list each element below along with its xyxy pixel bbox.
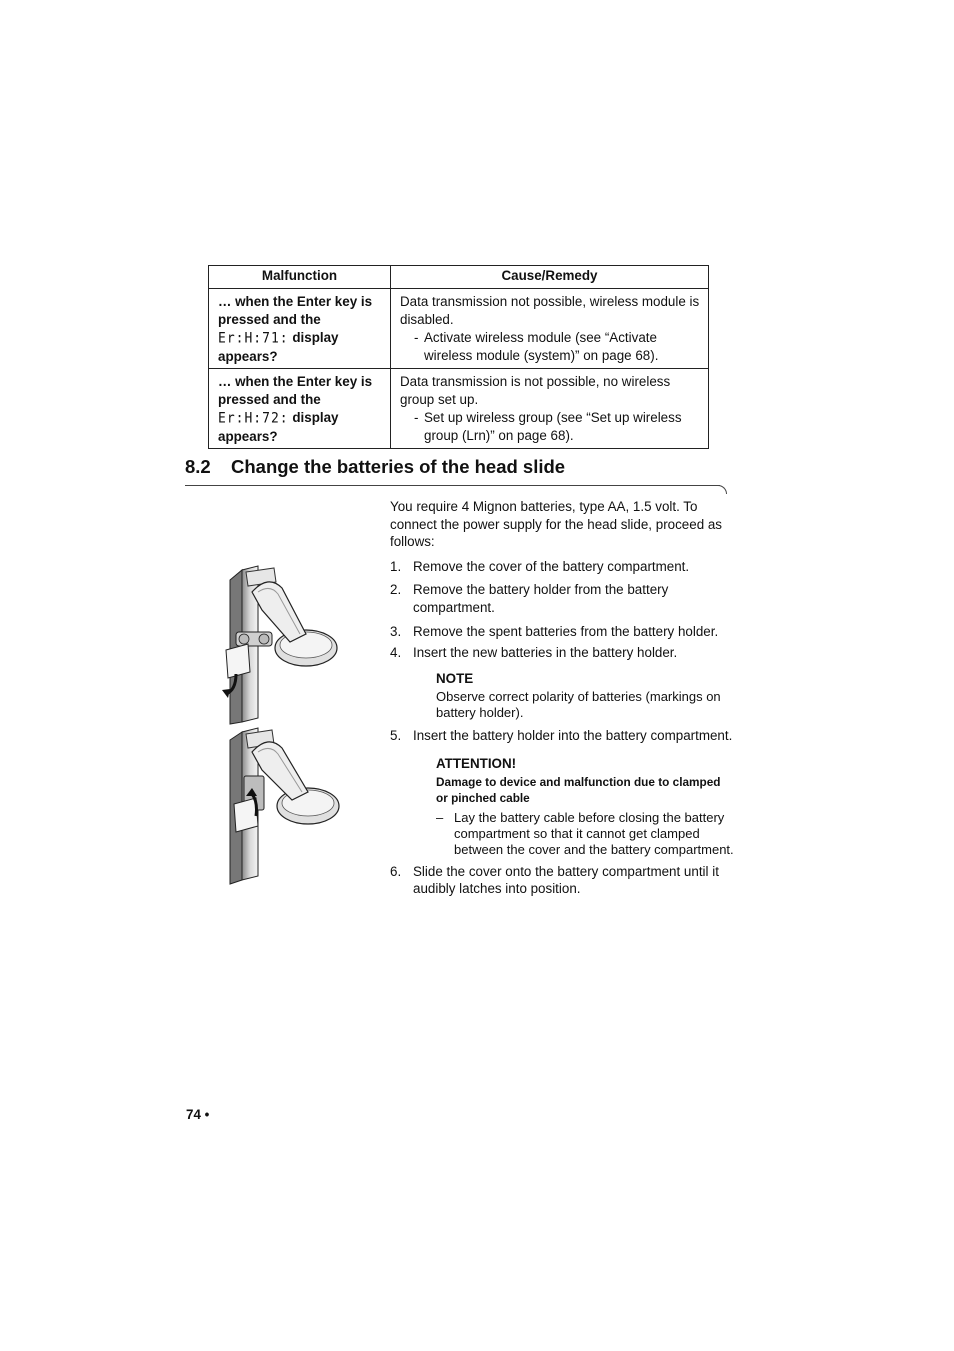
heading-rule-corner	[716, 485, 727, 494]
note-box	[436, 670, 735, 722]
malfunction-cell	[209, 289, 391, 369]
column-header-malfunction: Malfunction	[209, 266, 391, 289]
note-title: NOTE	[436, 670, 474, 686]
step-text: Remove the cover of the battery compartment.	[413, 558, 690, 574]
malfunction-table	[208, 265, 709, 449]
remedy-text: Set up wireless group (see “Set up wireless group (Lrn)” on page 68).	[424, 410, 682, 443]
step-text: Insert the battery holder into the battery compartment.	[413, 728, 733, 744]
list-item	[390, 863, 735, 898]
lcd-display-code: Er:H:71:	[218, 330, 289, 347]
step-number: 6.	[390, 863, 402, 879]
bullet-dash: –	[436, 809, 444, 825]
list-item	[390, 558, 735, 576]
column-header-cause-remedy: Cause/Remedy	[391, 266, 709, 289]
malfunction-text: … when the Enter key is pressed and the	[218, 294, 373, 327]
cause-remedy-cell	[391, 369, 709, 449]
remedy-dash: -	[414, 330, 419, 345]
malfunction-text-end: display appears?	[218, 330, 339, 364]
cause-text: Data transmission not possible, wireless module is disabled.	[400, 294, 700, 327]
cause-text: Data transmission is not possible, no wireless group set up.	[400, 374, 671, 407]
step-number: 2.	[390, 582, 402, 598]
remedy-text: Activate wireless module (see “Activate wireless module (system)” on page 68).	[424, 330, 659, 363]
remedy-dash: -	[414, 410, 419, 425]
step-number: 4.	[390, 645, 402, 661]
attention-bullet-text: Lay the battery cable before closing the battery compartment so that it cannot get clamped between the cover and the battery compartment.	[454, 809, 734, 857]
malfunction-cell	[209, 369, 391, 449]
attention-title: ATTENTION!	[436, 755, 517, 771]
section-number: 8.2	[185, 456, 211, 477]
remedy-item	[400, 329, 704, 365]
table-row	[209, 289, 709, 369]
intro-paragraph: You require 4 Mignon batteries, type AA, 1.5 volt. To connect the power supply for the head slide, proceed as follows:	[390, 499, 723, 550]
lcd-display-code: Er:H:72:	[218, 410, 289, 427]
section-title: Change the batteries of the head slide	[231, 456, 566, 477]
step-text: Remove the battery holder from the battery compartment.	[413, 582, 669, 615]
step-text: Slide the cover onto the battery compartment until it audibly latches into position.	[413, 863, 719, 897]
list-item	[390, 644, 735, 662]
instructions	[390, 498, 735, 898]
section-heading	[185, 456, 565, 478]
step-number: 3.	[390, 623, 402, 639]
note-text: Observe correct polarity of batteries (markings on battery holder).	[436, 689, 721, 721]
table-header-row	[209, 266, 709, 289]
attention-subtitle: Damage to device and malfunction due to clamped or pinched cable	[436, 774, 721, 805]
list-item	[390, 623, 735, 641]
step-number: 1.	[390, 558, 402, 574]
malfunction-text-end: display appears?	[218, 410, 339, 444]
step-number: 5.	[390, 728, 402, 744]
head-slide-illustration-insert	[222, 726, 347, 888]
remedy-item	[400, 409, 704, 445]
malfunction-text: … when the Enter key is pressed and the	[218, 374, 373, 407]
head-slide-illustration-remove	[218, 562, 343, 732]
heading-rule	[185, 485, 720, 486]
attention-box	[436, 755, 735, 858]
page-number: 74 •	[186, 1107, 210, 1122]
list-item	[390, 727, 735, 745]
list-item	[390, 581, 735, 616]
table-row	[209, 369, 709, 449]
attention-bullet	[436, 810, 735, 858]
step-text: Insert the new batteries in the battery holder.	[413, 645, 678, 661]
cause-remedy-cell	[391, 289, 709, 369]
step-text: Remove the spent batteries from the battery holder.	[413, 623, 719, 639]
